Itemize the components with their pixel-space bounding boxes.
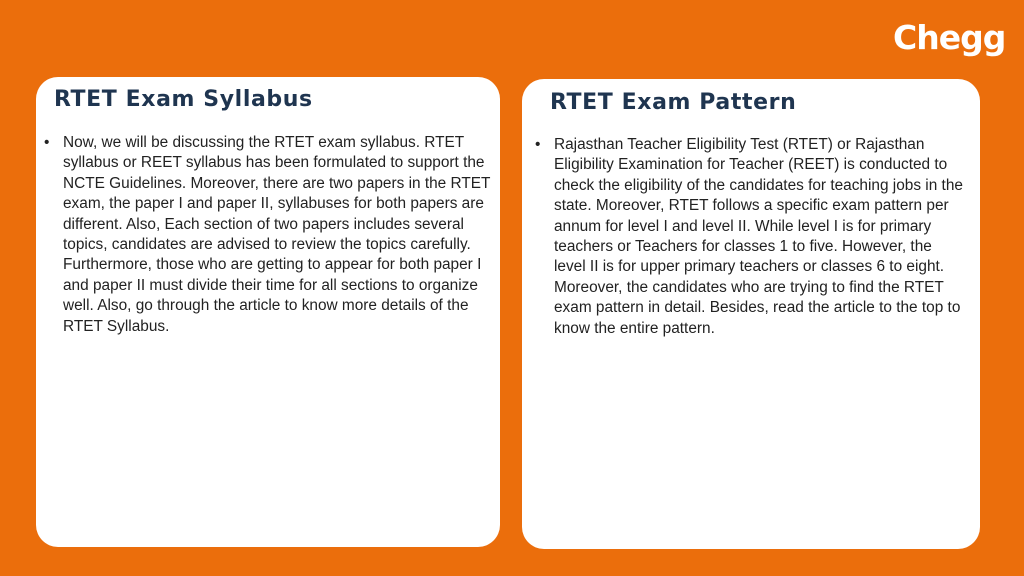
syllabus-paragraph: Now, we will be discussing the RTET exam syllabus. RTET syllabus or REET syllabus has been formulated to support the NCTE Guidelines. Moreover, there are two papers in the RTET exam, the paper I and paper II, syllabuses for both papers are different. Also, Each section of two papers includes several topics, candidates are advised to review the topics carefully. Furthermore, those who are getting to appear for both paper I and paper II must divide their time for all sections to organize well. Also, go through the article to know more details of the RTET Syllabus. xyxy=(63,134,491,335)
syllabus-bullet-list xyxy=(44,133,496,337)
syllabus-bullet-item xyxy=(44,133,496,337)
chegg-logo: Chegg xyxy=(893,18,1006,57)
pattern-card xyxy=(522,79,980,549)
pattern-bullet-item xyxy=(535,135,967,339)
syllabus-title: RTET Exam Syllabus xyxy=(54,87,313,112)
pattern-title: RTET Exam Pattern xyxy=(550,90,797,115)
syllabus-card xyxy=(36,77,500,547)
pattern-paragraph: Rajasthan Teacher Eligibility Test (RTET) or Rajasthan Eligibility Examination for Teacher (REET) is conducted to check the eligibility of the candidates for teaching jobs in the state. Moreover, RTET follows a specific exam pattern per annum for level I and level II. While level I is for primary teachers or Teachers for classes 1 to five. However, the level II is for upper primary teachers or classes 6 to eight. Moreover, the candidates who are trying to find the RTET exam pattern in detail. Besides, read the article to the top to know the entire pattern. xyxy=(554,136,963,337)
bullet-icon: • xyxy=(44,134,50,151)
bullet-icon: • xyxy=(535,136,541,153)
pattern-bullet-list xyxy=(535,135,967,339)
